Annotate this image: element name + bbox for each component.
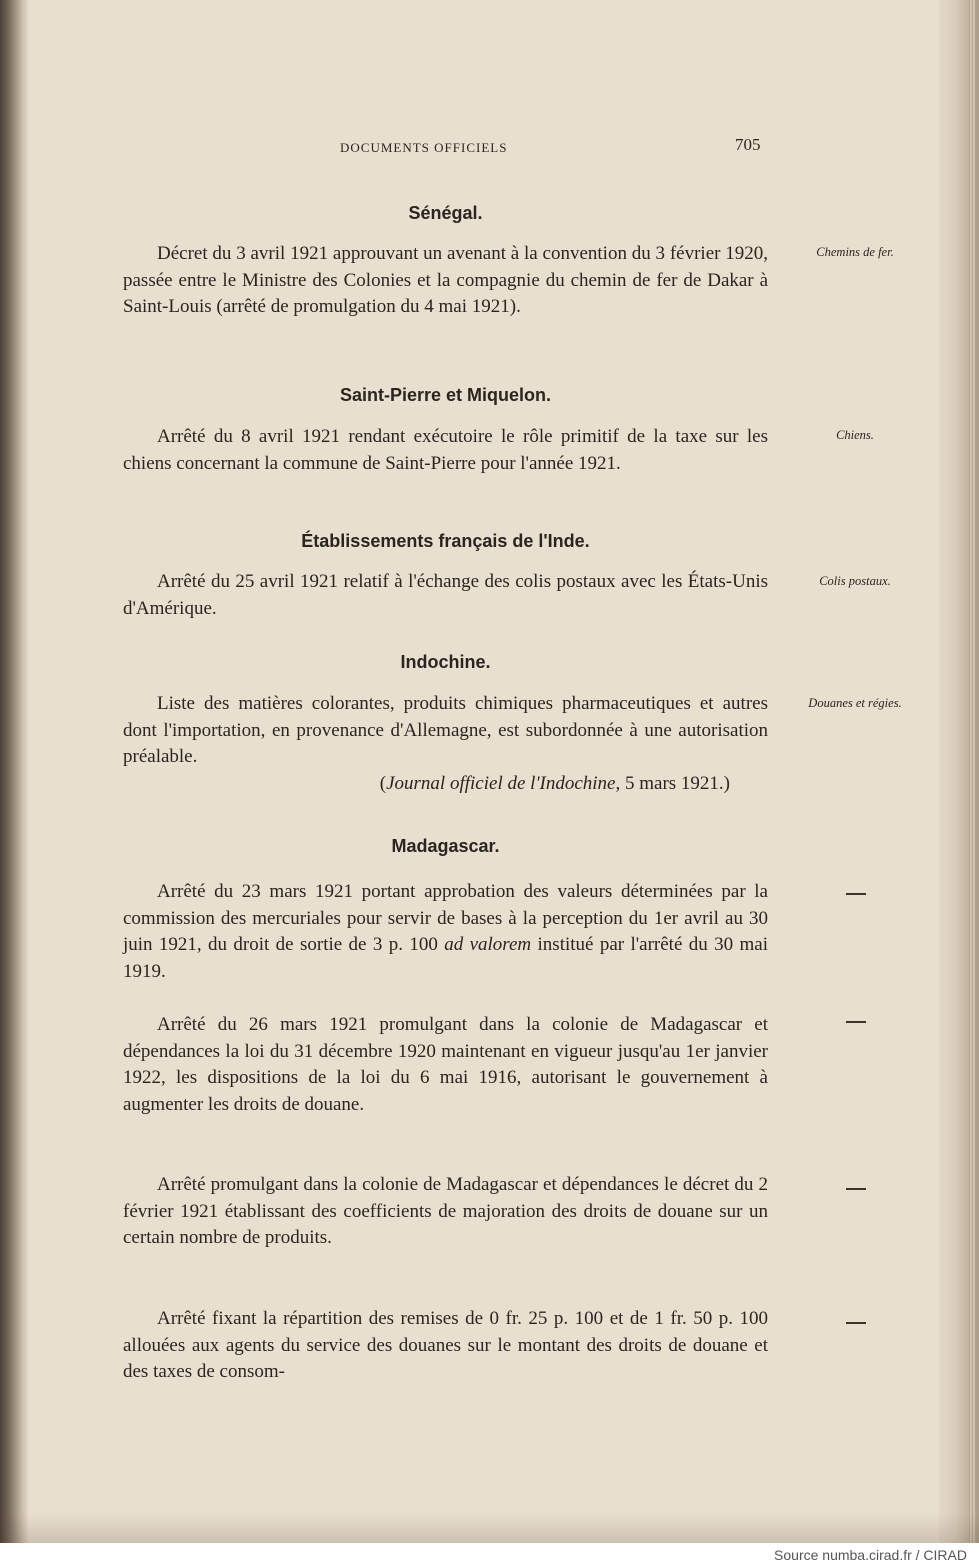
section-body-madagascar — [123, 1172, 768, 1252]
section-body-indochine — [123, 691, 768, 797]
section-body-madagascar — [123, 1012, 768, 1118]
page-edge — [939, 0, 979, 1543]
citation-date: , 5 mars 1921.) — [615, 772, 730, 794]
paragraph-text: Arrêté du 23 mars 1921 portant approbation des valeurs déterminées par la commission des mercuriales pour servir de bases à la perception du 1er avril au 30 juin 1921, du droit de sortie de 3 p. 100 — [123, 881, 768, 955]
section-heading-senegal: Sénégal. — [408, 203, 483, 223]
margin-dash — [846, 893, 866, 895]
paragraph: Arrêté promulgant dans la colonie de Madagascar et dépendances le décret du 2 février 1921 établissant des coefficients de majoration des droits de douane sur un certain nombre de produits. — [123, 1174, 768, 1248]
journal-title: Journal officiel de l'Indochine — [386, 772, 616, 794]
section-body-saint-pierre — [123, 424, 768, 477]
paragraph: Arrêté du 26 mars 1921 promulgant dans la colonie de Madagascar et dépendances la loi du 31 décembre 1920 maintenant en vigueur jusqu'au 1er janvier 1922, les dispositions de la loi du 6 mai 1916, autorisant le gouvernement à augmenter les droits de douane. — [123, 1014, 768, 1115]
source-credit: Source numba.cirad.fr / CIRAD — [774, 1547, 967, 1563]
page-shadow — [0, 1513, 979, 1543]
margin-note-douanes-et-regies: Douanes et régies. — [808, 696, 902, 710]
citation — [123, 771, 768, 798]
paragraph: Liste des matières colorantes, produits chimiques pharmaceutiques et autres dont l'importation, en provenance d'Allemagne, est subordonnée à une autorisation préalable. — [123, 693, 768, 767]
page-number: 705 — [735, 135, 761, 154]
section-heading-saint-pierre: Saint-Pierre et Miquelon. — [339, 385, 552, 405]
margin-dash — [846, 1188, 866, 1190]
paragraph: Décret du 3 avril 1921 approuvant un avenant à la convention du 3 février 1920, passée entre le Ministre des Colonies et la compagnie du chemin de fer de Dakar à Saint-Louis (arrêté de promulgation du 4 mai 1921). — [123, 243, 768, 317]
section-heading-madagascar: Madagascar. — [391, 836, 500, 856]
margin-note-chemins-de-fer: Chemins de fer. — [816, 245, 894, 259]
paragraph: Arrêté du 25 avril 1921 relatif à l'échange des colis postaux avec les États-Unis d'Amérique. — [123, 571, 768, 619]
section-heading-indochine: Indochine. — [400, 652, 491, 672]
paragraph-text: institué par l'arrêté du 30 mai 1919. — [123, 934, 768, 982]
latin-term: ad valorem — [444, 934, 532, 955]
book-binding — [0, 0, 28, 1543]
section-body-madagascar — [123, 879, 768, 985]
section-body-madagascar — [123, 1306, 768, 1386]
paragraph: Arrêté fixant la répartition des remises de 0 fr. 25 p. 100 et de 1 fr. 50 p. 100 allouées aux agents du service des douanes sur le montant des droits de douane et des taxes de consom- — [123, 1308, 768, 1382]
running-title: DOCUMENTS OFFICIELS — [340, 140, 508, 155]
margin-dash — [846, 1021, 866, 1023]
section-body-inde — [123, 569, 768, 622]
running-header — [0, 135, 979, 158]
margin-note-chiens: Chiens. — [836, 428, 874, 442]
citation-open: ( — [379, 772, 387, 794]
section-heading-inde: Établissements français de l'Inde. — [301, 531, 590, 551]
section-body-senegal — [123, 241, 768, 321]
margin-note-colis-postaux: Colis postaux. — [819, 574, 891, 588]
margin-dash — [846, 1322, 866, 1324]
paragraph — [123, 879, 768, 985]
paragraph: Arrêté du 8 avril 1921 rendant exécutoire le rôle primitif de la taxe sur les chiens concernant la commune de Saint-Pierre pour l'année 1921. — [123, 426, 768, 474]
